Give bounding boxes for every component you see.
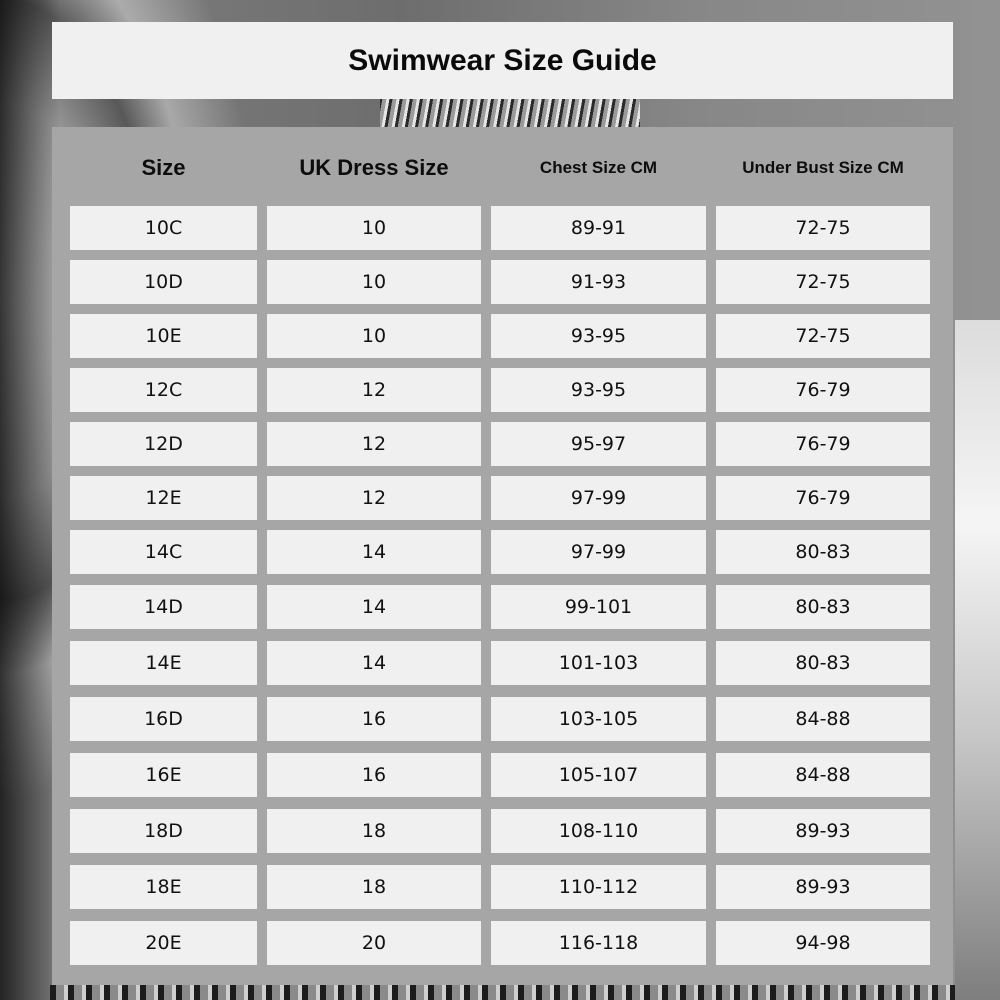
uk-dress-size-cell: 14: [267, 641, 481, 685]
size-cell: 16E: [70, 753, 257, 797]
uk-dress-size-cell: 12: [267, 476, 481, 520]
table-row: [0, 260, 1000, 304]
chest-size-cell: 95-97: [491, 422, 706, 466]
column-header-under-bust-size: Under Bust Size CM: [742, 158, 904, 177]
column-header-chest-size: Chest Size CM: [539, 158, 658, 177]
under-bust-size-cell: 89-93: [716, 865, 930, 909]
page-title: Swimwear Size Guide: [348, 43, 657, 77]
table-row: [0, 865, 1000, 909]
title-banner: [52, 22, 953, 99]
under-bust-size-cell: 72-75: [716, 206, 930, 250]
size-cell: 18D: [70, 809, 257, 853]
under-bust-size-cell: 80-83: [716, 530, 930, 574]
chest-size-cell: 93-95: [491, 368, 706, 412]
uk-dress-size-cell: 10: [267, 314, 481, 358]
size-cell: 10D: [70, 260, 257, 304]
under-bust-size-cell: 76-79: [716, 476, 930, 520]
column-header-size: Size: [141, 155, 186, 180]
table-row: [0, 641, 1000, 685]
size-cell: 12C: [70, 368, 257, 412]
uk-dress-size-cell: 20: [267, 921, 481, 965]
size-cell: 14C: [70, 530, 257, 574]
uk-dress-size-cell: 14: [267, 585, 481, 629]
size-cell: 12D: [70, 422, 257, 466]
uk-dress-size-cell: 18: [267, 865, 481, 909]
chest-size-cell: 101-103: [491, 641, 706, 685]
chest-size-cell: 93-95: [491, 314, 706, 358]
uk-dress-size-cell: 10: [267, 206, 481, 250]
uk-dress-size-cell: 14: [267, 530, 481, 574]
table-row: [0, 809, 1000, 853]
table-row: [0, 368, 1000, 412]
chest-size-cell: 99-101: [491, 585, 706, 629]
size-cell: 10E: [70, 314, 257, 358]
chest-size-cell: 110-112: [491, 865, 706, 909]
uk-dress-size-cell: 18: [267, 809, 481, 853]
chest-size-cell: 97-99: [491, 476, 706, 520]
chest-size-cell: 103-105: [491, 697, 706, 741]
table-row: [0, 753, 1000, 797]
uk-dress-size-cell: 10: [267, 260, 481, 304]
size-cell: 14E: [70, 641, 257, 685]
background-photo-detail: [50, 985, 955, 1000]
size-cell: 12E: [70, 476, 257, 520]
uk-dress-size-cell: 16: [267, 697, 481, 741]
column-header-uk-dress-size: UK Dress Size: [299, 155, 449, 180]
under-bust-size-cell: 94-98: [716, 921, 930, 965]
table-row: [0, 476, 1000, 520]
under-bust-size-cell: 76-79: [716, 422, 930, 466]
size-cell: 18E: [70, 865, 257, 909]
size-cell: 10C: [70, 206, 257, 250]
chest-size-cell: 105-107: [491, 753, 706, 797]
under-bust-size-cell: 84-88: [716, 697, 930, 741]
table-row: [0, 921, 1000, 965]
table-row: [0, 530, 1000, 574]
under-bust-size-cell: 72-75: [716, 314, 930, 358]
table-row: [0, 314, 1000, 358]
size-cell: 20E: [70, 921, 257, 965]
under-bust-size-cell: 80-83: [716, 641, 930, 685]
size-cell: 14D: [70, 585, 257, 629]
table-row: [0, 697, 1000, 741]
chest-size-cell: 108-110: [491, 809, 706, 853]
table-row: [0, 585, 1000, 629]
under-bust-size-cell: 89-93: [716, 809, 930, 853]
table-row: [0, 206, 1000, 250]
uk-dress-size-cell: 12: [267, 368, 481, 412]
under-bust-size-cell: 72-75: [716, 260, 930, 304]
size-cell: 16D: [70, 697, 257, 741]
chest-size-cell: 116-118: [491, 921, 706, 965]
under-bust-size-cell: 84-88: [716, 753, 930, 797]
chest-size-cell: 89-91: [491, 206, 706, 250]
uk-dress-size-cell: 12: [267, 422, 481, 466]
under-bust-size-cell: 76-79: [716, 368, 930, 412]
chest-size-cell: 91-93: [491, 260, 706, 304]
chest-size-cell: 97-99: [491, 530, 706, 574]
under-bust-size-cell: 80-83: [716, 585, 930, 629]
uk-dress-size-cell: 16: [267, 753, 481, 797]
table-row: [0, 422, 1000, 466]
